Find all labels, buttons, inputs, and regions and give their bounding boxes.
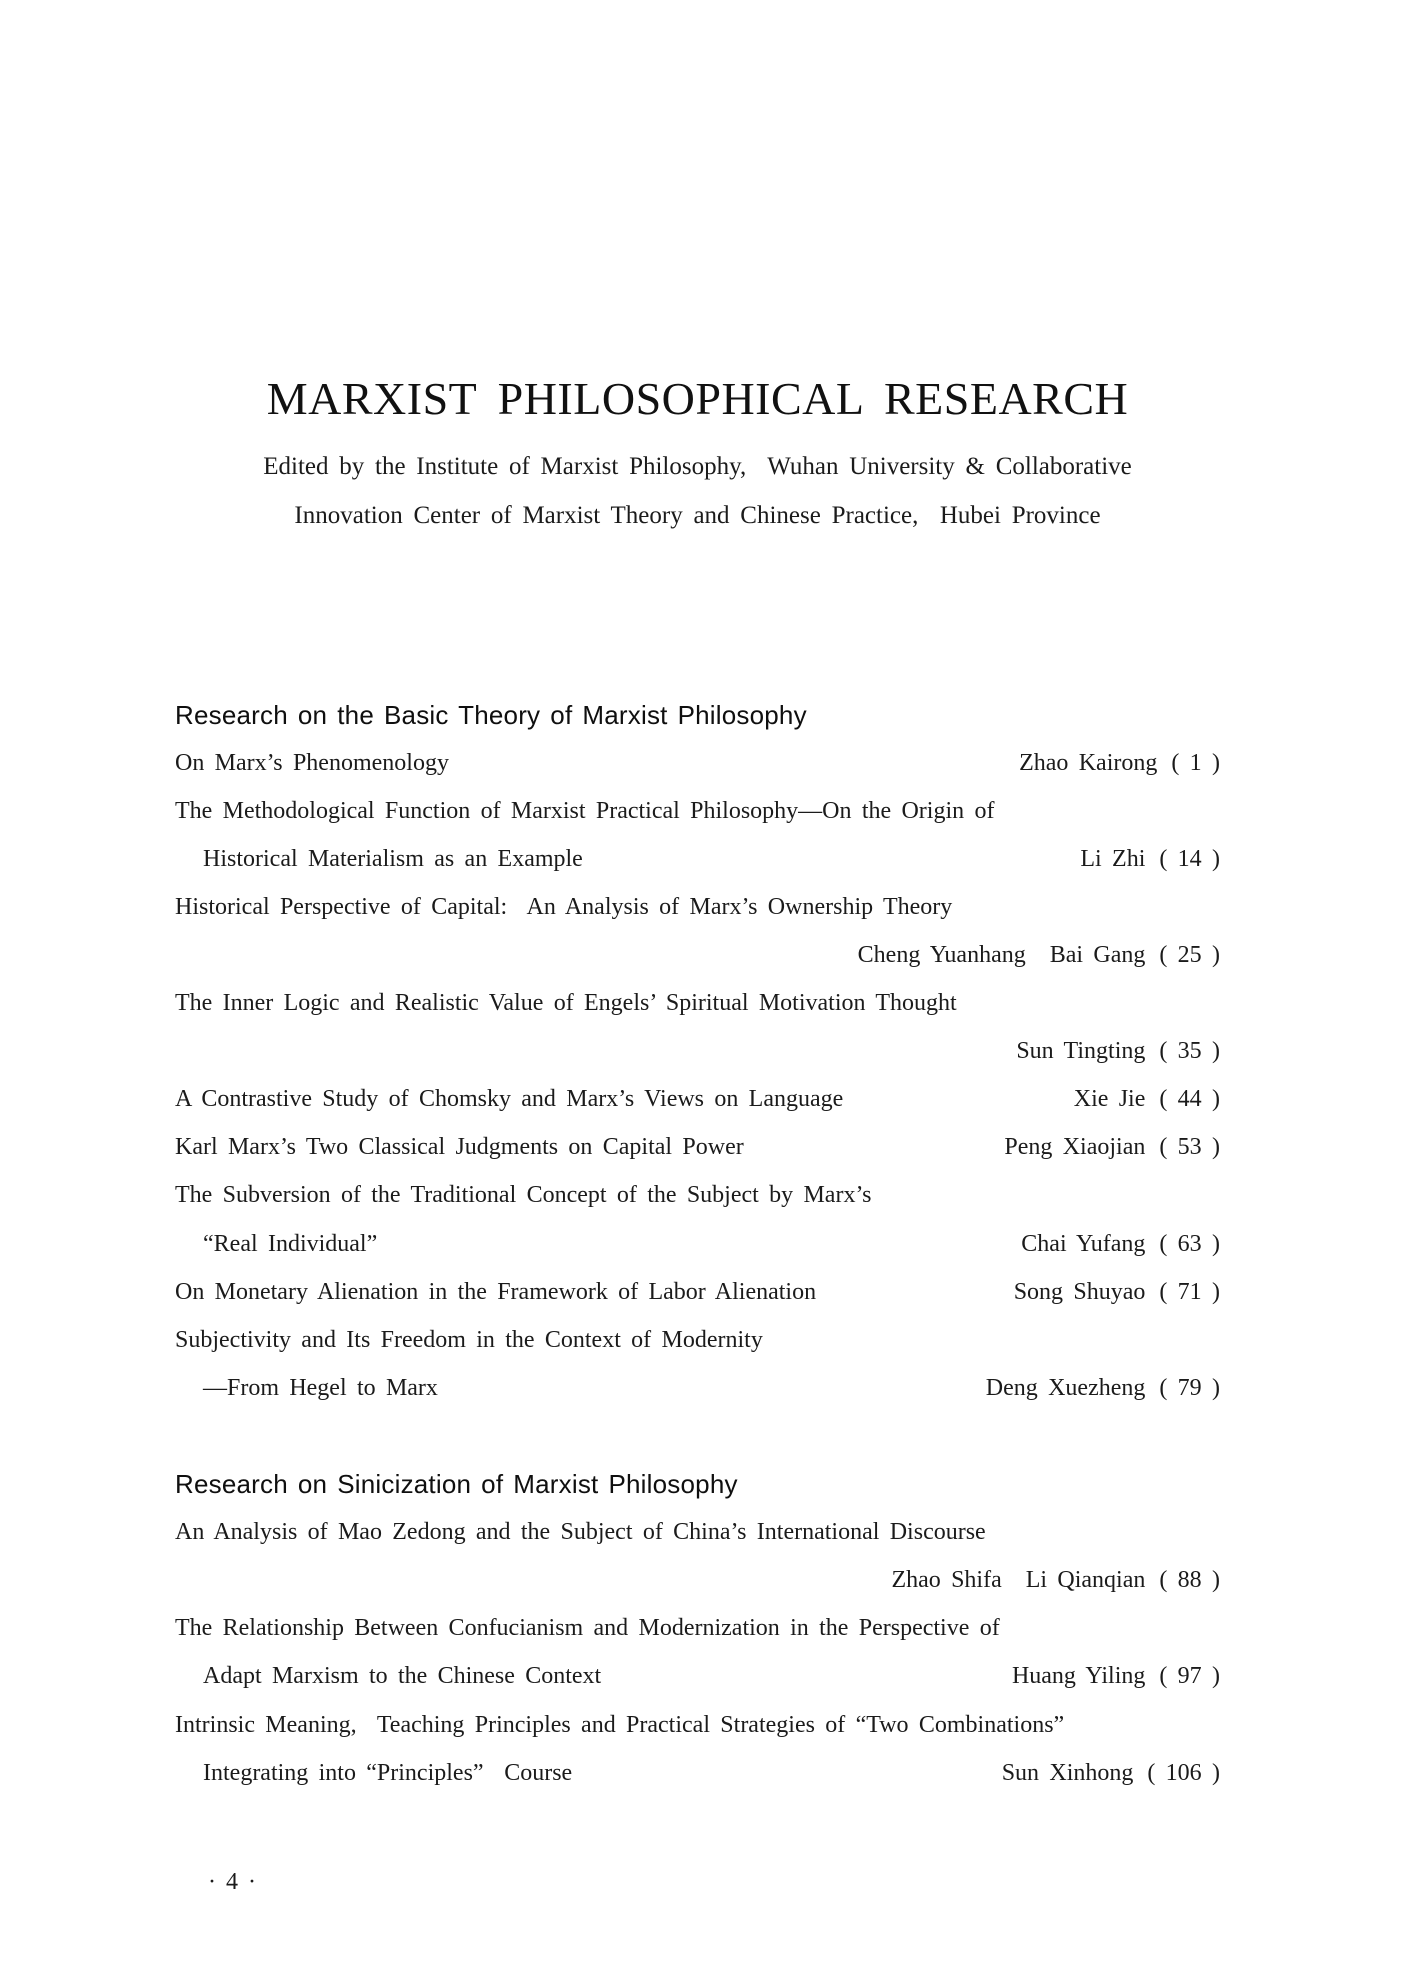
entry-page-number: ( 1 ) bbox=[1171, 749, 1220, 776]
entry-author-page bbox=[858, 942, 1220, 969]
entry-page-number: ( 88 ) bbox=[1159, 1567, 1220, 1594]
entry-author-page bbox=[1021, 1231, 1220, 1258]
entry-authors: Chai Yufang bbox=[1021, 1230, 1146, 1257]
entry-page-number: ( 63 ) bbox=[1159, 1230, 1220, 1257]
toc-entry-line bbox=[175, 1124, 1220, 1172]
entry-author-page bbox=[1004, 1134, 1220, 1161]
toc-entry-line bbox=[175, 1220, 1220, 1268]
entry-authors: Zhao Shifa Li Qianqian bbox=[891, 1567, 1146, 1594]
entry-author-page bbox=[1002, 1760, 1220, 1787]
toc-entry-line bbox=[175, 1605, 1220, 1653]
section-spacer bbox=[175, 1412, 1220, 1460]
entry-title: The Subversion of the Traditional Concept of the Subject by Marx’s bbox=[175, 1182, 872, 1209]
entry-title: On Monetary Alienation in the Framework of Labor Alienation bbox=[175, 1278, 817, 1305]
entry-authors: Peng Xiaojian bbox=[1004, 1134, 1146, 1161]
toc-entry-line bbox=[175, 883, 1220, 931]
journal-title: MARXIST PHILOSOPHICAL RESEARCH bbox=[266, 373, 1129, 424]
entry-title: The Relationship Between Confucianism and Modernization in the Perspective of bbox=[175, 1615, 1000, 1642]
journal-header bbox=[175, 372, 1220, 540]
entry-authors: Huang Yiling bbox=[1011, 1663, 1146, 1690]
toc-entry-line bbox=[175, 1028, 1220, 1076]
entry-title: “Real Individual” bbox=[203, 1230, 378, 1257]
entry-title: The Inner Logic and Realistic Value of Engels’ Spiritual Motivation Thought bbox=[175, 990, 957, 1017]
toc-entry-line bbox=[175, 1316, 1220, 1364]
entry-authors: Zhao Kairong bbox=[1019, 749, 1158, 776]
toc-entry-line bbox=[175, 931, 1220, 979]
section-heading: Research on the Basic Theory of Marxist Philosophy bbox=[175, 699, 807, 730]
toc-entry-line bbox=[175, 1268, 1220, 1316]
entry-authors: Xie Jie bbox=[1073, 1086, 1146, 1113]
toc-entry-line bbox=[175, 1749, 1220, 1797]
page-number: · 4 · bbox=[208, 1869, 258, 1895]
entry-page-number: ( 44 ) bbox=[1159, 1086, 1220, 1113]
entry-author-page bbox=[1080, 846, 1220, 873]
entry-title: Historical Perspective of Capital: An Analysis of Marx’s Ownership Theory bbox=[175, 893, 953, 920]
entry-title: A Contrastive Study of Chomsky and Marx’s Views on Language bbox=[175, 1086, 844, 1113]
toc-entry-line bbox=[175, 1509, 1220, 1557]
entry-authors: Li Zhi bbox=[1080, 845, 1146, 872]
toc-entry-line bbox=[175, 787, 1220, 835]
entry-page-number: ( 35 ) bbox=[1159, 1038, 1220, 1065]
entry-page-number: ( 53 ) bbox=[1159, 1134, 1220, 1161]
page-footer bbox=[176, 1842, 258, 1923]
entry-author-page bbox=[1016, 1038, 1220, 1065]
entry-title: Karl Marx’s Two Classical Judgments on Capital Power bbox=[175, 1134, 744, 1161]
entry-title: Historical Materialism as an Example bbox=[203, 845, 583, 872]
entry-author-page bbox=[986, 1375, 1220, 1402]
entry-author-page bbox=[1014, 1279, 1220, 1306]
entry-title: An Analysis of Mao Zedong and the Subject of China’s International Discourse bbox=[175, 1519, 986, 1546]
entry-author-page bbox=[1019, 750, 1220, 777]
entry-page-number: ( 25 ) bbox=[1159, 942, 1220, 969]
entry-title: Intrinsic Meaning, Teaching Principles and Practical Strategies of “Two Combinations” bbox=[175, 1711, 1065, 1738]
toc-entry-line bbox=[175, 1557, 1220, 1605]
entry-page-number: ( 97 ) bbox=[1159, 1663, 1220, 1690]
entry-authors: Song Shuyao bbox=[1013, 1278, 1146, 1305]
entry-title: The Methodological Function of Marxist Practical Philosophy—On the Origin of bbox=[175, 797, 995, 824]
toc-entry-line bbox=[175, 1701, 1220, 1749]
section-heading: Research on Sinicization of Marxist Philosophy bbox=[175, 1469, 738, 1500]
entry-page-number: ( 14 ) bbox=[1159, 845, 1220, 872]
toc-entry-line bbox=[175, 1172, 1220, 1220]
journal-subtitle-line-2: Innovation Center of Marxist Theory and Chinese Practice, Hubei Province bbox=[294, 502, 1101, 529]
entry-page-number: ( 79 ) bbox=[1159, 1374, 1220, 1401]
entry-page-number: ( 71 ) bbox=[1159, 1278, 1220, 1305]
journal-subtitle-line-1: Edited by the Institute of Marxist Philosophy, Wuhan University & Collaborative bbox=[263, 453, 1132, 480]
entry-title: Integrating into “Principles” Course bbox=[203, 1759, 573, 1786]
entry-page-number: ( 106 ) bbox=[1147, 1759, 1220, 1786]
toc-entry-line bbox=[175, 1076, 1220, 1124]
toc-entry-line bbox=[175, 1653, 1220, 1701]
section-heading-row bbox=[175, 1461, 1220, 1509]
entry-author-page bbox=[1074, 1086, 1220, 1113]
toc-entry-line bbox=[175, 980, 1220, 1028]
entry-authors: Sun Tingting bbox=[1016, 1038, 1146, 1065]
entry-title: On Marx’s Phenomenology bbox=[175, 749, 449, 776]
entry-authors: Cheng Yuanhang Bai Gang bbox=[857, 942, 1146, 969]
entry-author-page bbox=[1012, 1663, 1220, 1690]
toc-entry-line bbox=[175, 739, 1220, 787]
entry-title: Adapt Marxism to the Chinese Context bbox=[203, 1663, 602, 1690]
entry-authors: Sun Xinhong bbox=[1001, 1759, 1134, 1786]
entry-authors: Deng Xuezheng bbox=[985, 1374, 1146, 1401]
entry-title: Subjectivity and Its Freedom in the Context of Modernity bbox=[175, 1326, 763, 1353]
entry-title: —From Hegel to Marx bbox=[203, 1374, 438, 1401]
entry-author-page bbox=[891, 1567, 1220, 1594]
toc-entry-line bbox=[175, 1364, 1220, 1412]
table-of-contents bbox=[175, 691, 1220, 1797]
section-heading-row bbox=[175, 691, 1220, 739]
toc-entry-line bbox=[175, 835, 1220, 883]
